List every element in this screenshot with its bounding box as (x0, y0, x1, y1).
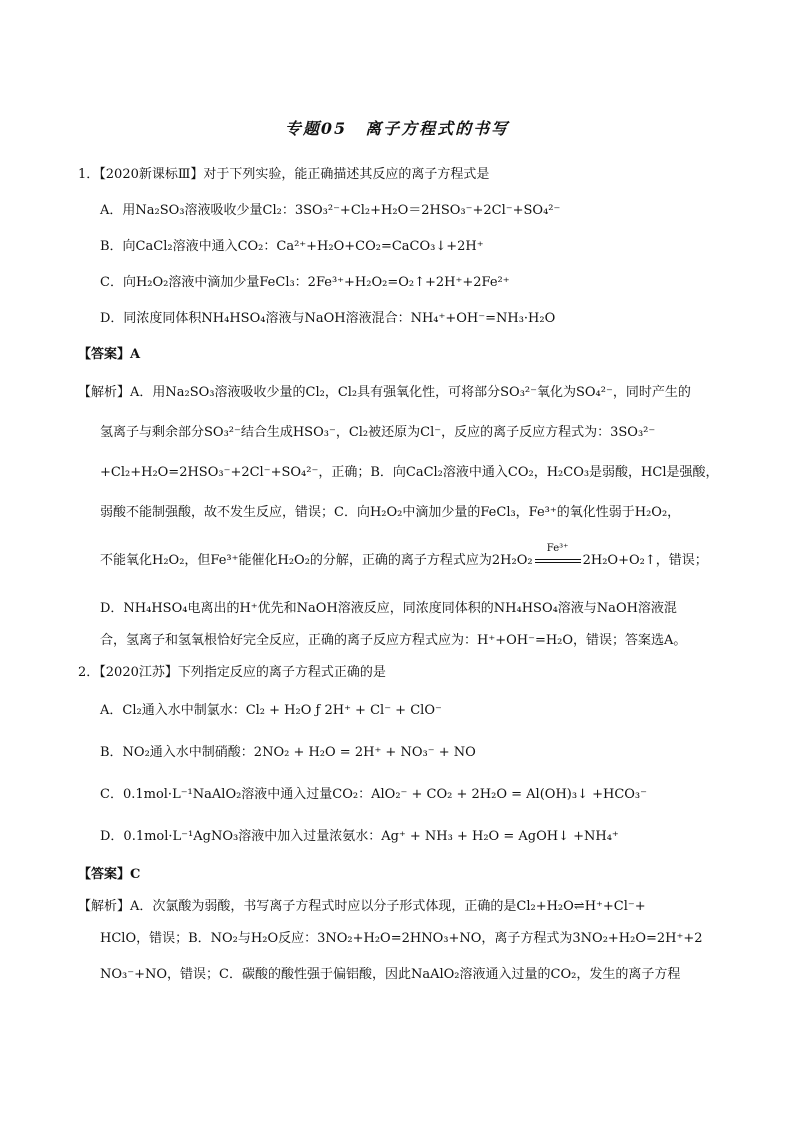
catalyst-label: Fe³⁺ (546, 543, 569, 554)
question-2-stem: 2．【2020江苏】下列指定反应的离子方程式正确的是 (78, 665, 386, 680)
analysis-text: 2H₂O+O₂↑，错误； (582, 553, 708, 568)
question-2-option-a: A．Cl₂通入水中制氯水：Cl₂ + H₂O ƒ 2H⁺ + Cl⁻ + ClO⁻ (100, 703, 442, 718)
question-1-option-b: B．向CaCl₂溶液中通入CO₂：Ca²⁺+H₂O+CO₂=CaCO₃↓+2H⁺ (100, 239, 484, 254)
question-2-analysis-line: HClO，错误；B．NO₂与H₂O反应：3NO₂+H₂O=2HNO₃+NO，离子方程式为3NO₂+H₂O=2H⁺+2 (100, 931, 703, 946)
question-2-analysis-line: 【解析】A．次氯酸为弱酸，书写离子方程式时应以分子形式体现，正确的是Cl₂+H₂O⇌H⁺+Cl⁻+ (78, 899, 646, 914)
equal-sign (535, 559, 581, 563)
question-2-option-d: D．0.1mol·L⁻¹AgNO₃溶液中加入过量浓氨水：Ag⁺ + NH₃ + H₂O = AgOH↓ +NH₄⁺ (100, 829, 619, 844)
catalyst-arrow (533, 543, 583, 570)
question-2-answer: 【答案】C (78, 867, 141, 882)
question-1-option-d: D．同浓度同体积NH₄HSO₄溶液与NaOH溶液混合：NH₄⁺+OH⁻=NH₃·H₂O (100, 311, 556, 326)
question-2-analysis-line: NO₃⁻+NO，错误；C．碳酸的酸性强于偏铝酸，因此NaAlO₂溶液通入过量的CO₂，发生的离子方程 (100, 967, 681, 982)
question-1-analysis-line: 合，氢离子和氢氧根恰好完全反应，正确的离子反应方程式应为：H⁺+OH⁻=H₂O，错误；答案选A。 (100, 633, 687, 648)
question-1-option-a: A．用Na₂SO₃溶液吸收少量Cl₂：3SO₃²⁻+Cl₂+H₂O＝2HSO₃⁻+2Cl⁻+SO₄²⁻ (100, 203, 561, 218)
page-title: 专题05 离子方程式的书写 (284, 119, 510, 138)
question-1-analysis-line: D．NH₄HSO₄电离出的H⁺优先和NaOH溶液反应，同浓度同体积的NH₄HSO₄溶液与NaOH溶液混 (100, 601, 677, 616)
question-1-analysis-line: 【解析】A．用Na₂SO₃溶液吸收少量的Cl₂，Cl₂具有强氧化性，可将部分SO₃²⁻氧化为SO₄²⁻，同时产生的 (78, 385, 691, 400)
question-1-analysis-line: +Cl₂+H₂O=2HSO₃⁻+2Cl⁻+SO₄²⁻，正确；B．向CaCl₂溶液中通入CO₂，H₂CO₃是弱酸，HCl是强酸， (100, 465, 719, 480)
question-1-option-c: C．向H₂O₂溶液中滴加少量FeCl₃：2Fe³⁺+H₂O₂=O₂↑+2H⁺+2Fe²⁺ (100, 275, 510, 290)
question-1-analysis-line: 弱酸不能制强酸，故不发生反应，错误；C．向H₂O₂中滴加少量的FeCl₃，Fe³⁺的氧化性弱于H₂O₂， (100, 505, 681, 520)
question-1-stem: 1．【2020新课标Ⅲ】对于下列实验，能正确描述其反应的离子方程式是 (78, 167, 490, 182)
question-2-option-b: B．NO₂通入水中制硝酸：2NO₂ + H₂O = 2H⁺ + NO₃⁻ + NO (100, 745, 476, 760)
question-1-answer: 【答案】A (78, 347, 141, 362)
question-1-analysis-line: 氢离子与剩余部分SO₃²⁻结合生成HSO₃⁻，Cl₂被还原为Cl⁻，反应的离子反应方程式为：3SO₃²⁻ (100, 425, 656, 440)
analysis-text: 不能氧化H₂O₂，但Fe³⁺能催化H₂O₂的分解，正确的离子方程式应为2H₂O₂ (100, 553, 533, 568)
question-1-analysis-line (100, 543, 708, 570)
question-2-option-c: C．0.1mol·L⁻¹NaAlO₂溶液中通入过量CO₂：AlO₂⁻ + CO₂ + 2H₂O = Al(OH)₃↓ +HCO₃⁻ (100, 787, 647, 802)
